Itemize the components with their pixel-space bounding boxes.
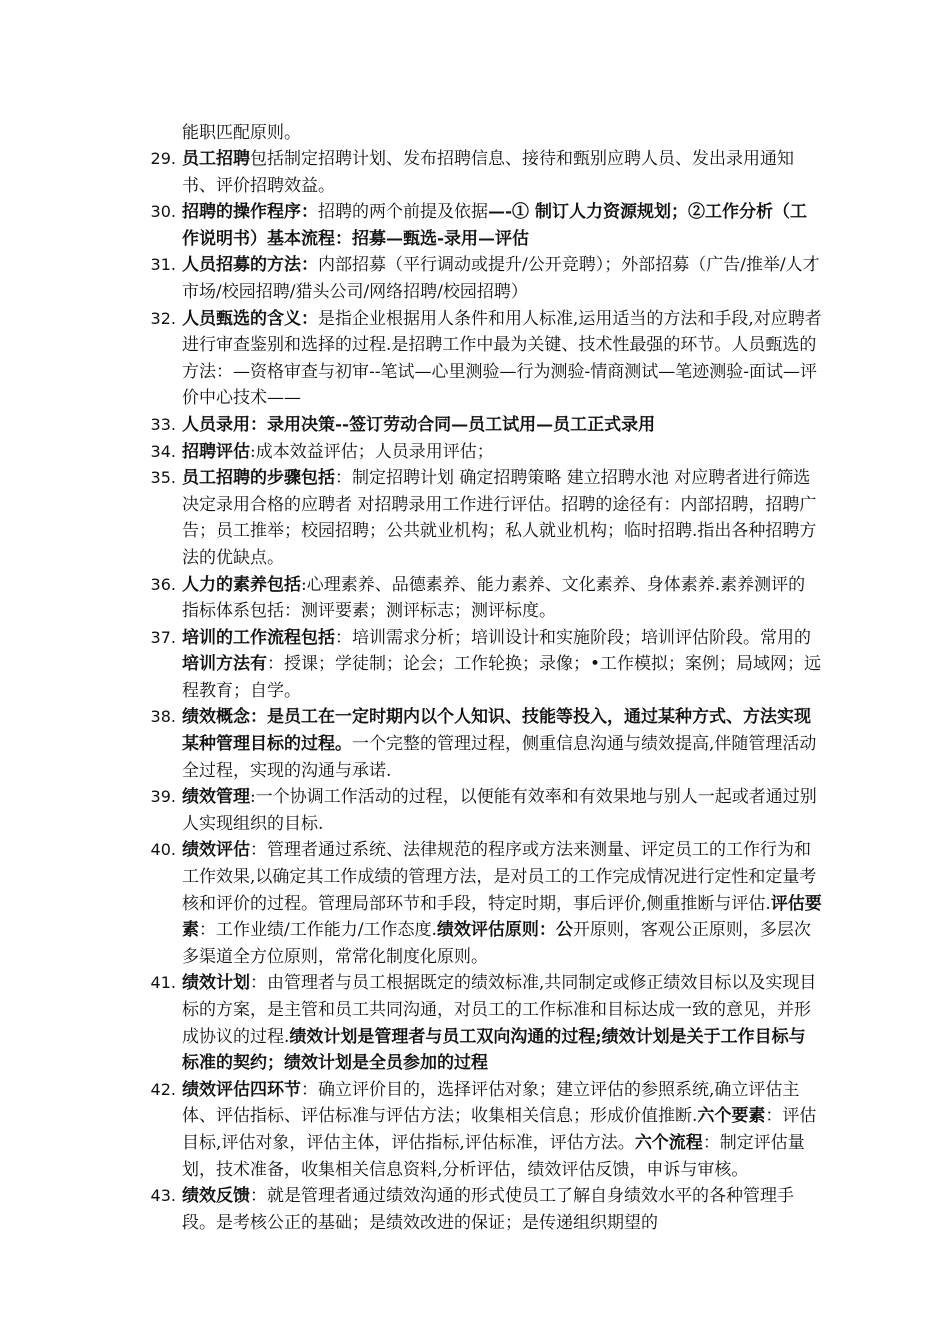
list-item	[0, 199, 822, 252]
bold-term: 人员甄选的含义：	[182, 308, 318, 329]
item-number: 34.	[150, 441, 176, 461]
item-number: 36.	[150, 574, 176, 594]
item-number: 29.	[150, 149, 176, 168]
item-text: ：培训需求分析；培训设计和实施阶段；培训评估阶段。常用的	[335, 627, 811, 648]
item-number: 38.	[150, 707, 176, 727]
list-item	[0, 837, 822, 970]
bold-term: 招聘评估	[182, 441, 250, 462]
item-text: ：工作业绩/工作能力/工作态度.	[199, 920, 437, 941]
bold-term: 员工招聘的步骤包括	[182, 468, 335, 489]
item-text: ：制定评估量划，技术准备，收集相关信息资料,分析评估，绩效评估反馈，申诉与审核。	[182, 1132, 805, 1180]
item-number: 43.	[150, 1186, 176, 1206]
item-text: 内部招募（平行调动或提升/公开竞聘）；外部招募（广告/推举/人才市场/校园招聘/猎头公司/网络招聘/校园招聘）	[182, 255, 820, 302]
item-text: 招聘的两个前提及依据	[318, 202, 488, 223]
item-text: :成本效益评估；人员录用评估；	[250, 441, 494, 462]
list-item	[0, 412, 822, 439]
item-text: ：就是管理者通过绩效沟通的形式使员工了解自身绩效水平的各种管理手段。是考核公正的基础；是绩效改进的保证；是传递组织期望的	[182, 1186, 794, 1233]
list-item	[0, 252, 822, 305]
bold-term: 培训的工作流程包括	[182, 627, 335, 648]
bold-term: 绩效管理	[182, 787, 250, 808]
list-item	[0, 1077, 822, 1183]
item-text: 开原则，客观公正原则，多层次多渠道全方位原则，常常化制度化原则。	[182, 920, 811, 967]
item-text: 一个完整的管理过程，侧重信息沟通与绩效提高,伴随管理活动全过程，实现的沟通与承诺.	[182, 734, 817, 781]
bold-term: 培训方法有	[182, 654, 267, 675]
item-number: 37.	[150, 627, 176, 647]
bold-term: 绩效反馈	[182, 1186, 250, 1207]
list-item	[0, 784, 822, 837]
bold-term: 六个流程	[634, 1132, 703, 1153]
bold-term: 人员招募的方法：	[182, 255, 318, 276]
continuation-text: 能职匹配原则。	[182, 123, 301, 143]
bold-term: 绩效评估四环节	[182, 1079, 301, 1100]
item-number: 33.	[150, 414, 176, 434]
bold-term: 评估要素	[182, 893, 822, 941]
item-text: :一个协调工作活动的过程，以便能有效率和有效果地与别人一起或者通过别人实现组织的目标.	[182, 787, 817, 834]
item-number: 39.	[150, 787, 176, 807]
list-item	[0, 970, 822, 1076]
list-item	[0, 625, 822, 705]
item-number: 31.	[150, 255, 176, 275]
list-item	[0, 465, 822, 571]
item-text: ：确立评价目的，选择评估对象；建立评估的参照系统,确立评估主体、评估指标、评估标准与评估方法；收集相关信息；形成价值推断.	[182, 1079, 800, 1127]
numbered-list	[0, 146, 950, 1236]
item-text: :心理素养、品德素养、能力素养、文化素养、身体素养.素养测评的指标体系包括：测评要素；测评标志；测评标度。	[182, 574, 806, 622]
bold-term: 员工招聘	[182, 149, 250, 169]
bold-term: 人力的素养包括	[182, 574, 301, 595]
list-item	[0, 1183, 822, 1236]
bold-term: 绩效计划	[182, 973, 250, 994]
item-number: 42.	[150, 1079, 176, 1099]
bold-term: 绩效计划是管理者与员工双向沟通的过程;绩效计划是关于工作目标与标准的契约；绩效计划是全员参加的过程	[182, 1026, 806, 1074]
item-number: 35.	[150, 468, 176, 488]
item-text: ：评估目标,评估对象，评估主体，评估指标,评估标准，评估方法。	[182, 1106, 817, 1153]
item-number: 40.	[150, 840, 176, 860]
bold-term: 招聘的操作程序：	[182, 202, 318, 223]
list-item	[0, 572, 822, 625]
bold-term: 绩效评估	[182, 840, 250, 861]
list-item	[0, 146, 822, 199]
bold-term: 绩效评估原则：公	[436, 920, 573, 941]
item-text: ：授课；学徒制；论会；工作轮换；录像；•工作模拟；案例；局域网；远程教育；自学。	[182, 654, 822, 701]
list-item	[0, 439, 822, 466]
bold-term: 绩效概念：是员工在一定时期内以个人知识、技能等投入，通过某种方式、方法实现某种管理目标的过程。	[182, 707, 811, 755]
item-number: 41.	[150, 973, 176, 993]
list-item	[0, 306, 822, 412]
item-text: ：管理者通过系统、法律规范的程序或方法来测量、评定员工的工作行为和工作效果,以确定其工作成绩的管理方法，是对员工的工作完成情况进行定性和定量考核和评价的过程。管理局部环节和手段，特定时期，事后评价,侧重推断与评估.	[182, 840, 817, 914]
item-text: 是指企业根据用人条件和用人标准,运用适当的方法和手段,对应聘者进行审查鉴别和选择的过程.是招聘工作中最为关键、技术性最强的环节。人员甄选的方法：—资格审查与初审--笔试—心里测验—行为测验-情商测试—笔迹测验-面试—评价中心技术——	[182, 308, 822, 409]
item-text: ：制定招聘计划 确定招聘策略 建立招聘水池 对应聘者进行筛选 决定录用合格的应聘者 对招聘录用工作进行评估。招聘的途径有：内部招聘，招聘广告；员工推举；校园招聘；公共就业机构；私人就业机构；临时招聘.指出各种招聘方法的优缺点。	[182, 468, 817, 568]
item-number: 32.	[150, 308, 176, 328]
bold-term: —-① 制订人力资源规划；②工作分析（工作说明书）基本流程：招募—甄选-录用—评估	[182, 202, 807, 249]
bold-term: 六个要素	[697, 1106, 766, 1127]
item-text: ：由管理者与员工根据既定的绩效标准,共同制定或修正绩效目标以及实现目标的方案，是主管和员工共同沟通，对员工的工作标准和目标达成一致的意见，并形成协议的过程.	[182, 973, 817, 1047]
item-number: 30.	[150, 202, 176, 222]
item-text: 包括制定招聘计划、发布招聘信息、接待和甄别应聘人员、发出录用通知书、评价招聘效益。	[182, 149, 794, 196]
bold-term: 人员录用：录用决策--签订劳动合同—员工试用—员工正式录用	[182, 414, 656, 435]
list-item	[0, 704, 822, 784]
